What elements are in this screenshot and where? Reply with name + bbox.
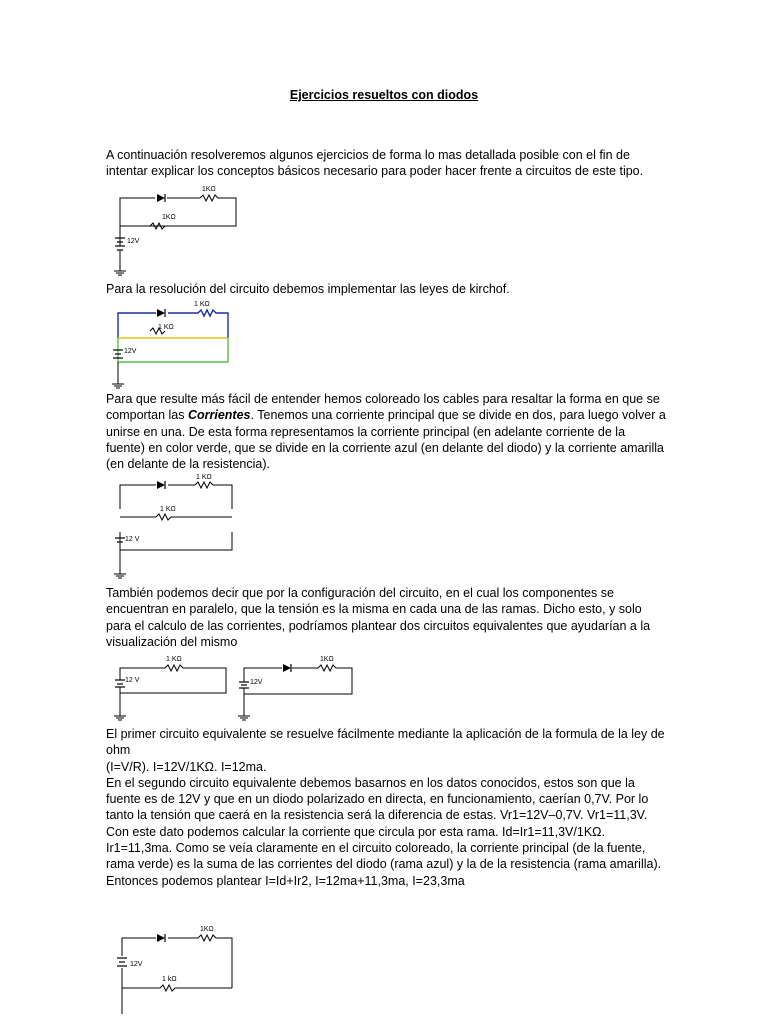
source-label: 12V	[127, 238, 140, 245]
resistor-label: 1 KΩ	[166, 656, 182, 663]
diode-symbol	[283, 664, 291, 672]
kirchhoff-paragraph: Para la resolución del circuito debemos implementar las leyes de kirchof.	[106, 282, 510, 296]
parallel-paragraph: También podemos decir que por la configuración del circuito, en el cual los componentes se encuentran en paralelo, que la tensión es la misma en cada una de las ramas. Dicho esto, y solo para el calculo de las corrientes, podríamos plantear dos circuitos equivalentes que ayudarían a la visualización del mismo	[106, 586, 651, 649]
resistor-label: 1KΩ	[162, 214, 176, 221]
resistor-label: 1KΩ	[320, 656, 334, 663]
equivalent-circuit-1	[110, 654, 232, 722]
source-label: 12V	[250, 679, 263, 686]
intro-paragraph: A continuación resolveremos algunos ejercicios de forma lo mas detallada posible con el fin de intentar explicar los conceptos básicos necesario para poder hacer frente a circuitos de este tipo.	[106, 148, 644, 179]
circuit-figure-5	[110, 924, 238, 1024]
diode-symbol	[157, 309, 165, 317]
equivalent-circuit-2	[236, 654, 358, 722]
resistor-label: 1 KΩ	[158, 324, 174, 331]
currents-text-start: Para que resulte más fácil de entender hemos coloreado los cables para resaltar la forma en que se comportan las	[106, 392, 660, 423]
currents-paragraph	[106, 391, 666, 472]
solution-paragraph	[106, 726, 666, 889]
currents-emphasis: Corrientes	[187, 408, 251, 423]
circuit-figure-2-colored	[110, 298, 234, 390]
resistor-label: 1 KΩ	[196, 474, 212, 481]
circuit-figure-3	[110, 474, 238, 582]
diode-symbol	[157, 194, 165, 202]
resistor-label: 1 kΩ	[162, 976, 177, 983]
diode-symbol	[157, 481, 165, 489]
resistor-label: 1 KΩ	[194, 301, 210, 308]
currents-text-end: . Tenemos una corriente principal que se divide en dos, para luego volver a unirse en una. De esta forma representamos la corriente principal (en adelante corriente de la fuente) en color verde, que se divide en la corriente azul (en delante del diodo) y la corriente amarilla (en delante de la resistencia).	[106, 408, 666, 472]
diode-symbol	[157, 934, 165, 942]
source-label: 12V	[130, 961, 143, 968]
document-title: Ejercicios resueltos con diodos	[289, 88, 479, 102]
source-label: 12 V	[125, 677, 140, 684]
source-label: 12 V	[125, 536, 140, 543]
resistor-label: 1KΩ	[202, 186, 216, 193]
source-label: 12V	[124, 348, 137, 355]
resistor-label: 1KΩ	[200, 926, 214, 933]
solution-line-3: En el segundo circuito equivalente debemos basarnos en los datos conocidos, estos son que la fuente es de 12V y que en un diodo polarizado en directa, en funcionamiento, caerían 0,7V. Por lo tanto la tensión que caerá en la resistencia será la diferencia de estas. Vr1=12V–0,7V. Vr1=11,3V. Con este dato podemos calcular la corriente que circula por esta rama. Id=Ir1=11,3V/1KΩ. Ir1=11,3ma. Como se veía claramente en el circuito coloreado, la corriente principal (de la fuente, rama verde) es la suma de las corrientes del diodo (rama azul) y la de la resistencia (rama amarilla). Entonces podemos plantear I=Id+Ir2, I=12ma+11,3ma, I=23,3ma	[106, 775, 662, 888]
circuit-figure-1	[110, 183, 242, 278]
resistor-label: 1 KΩ	[160, 506, 176, 513]
solution-line-2: (I=V/R). I=12V/1KΩ. I=12ma.	[106, 759, 267, 774]
solution-line-1: El primer circuito equivalente se resuelve fácilmente mediante la aplicación de la formula de la ley de ohm	[106, 727, 665, 758]
